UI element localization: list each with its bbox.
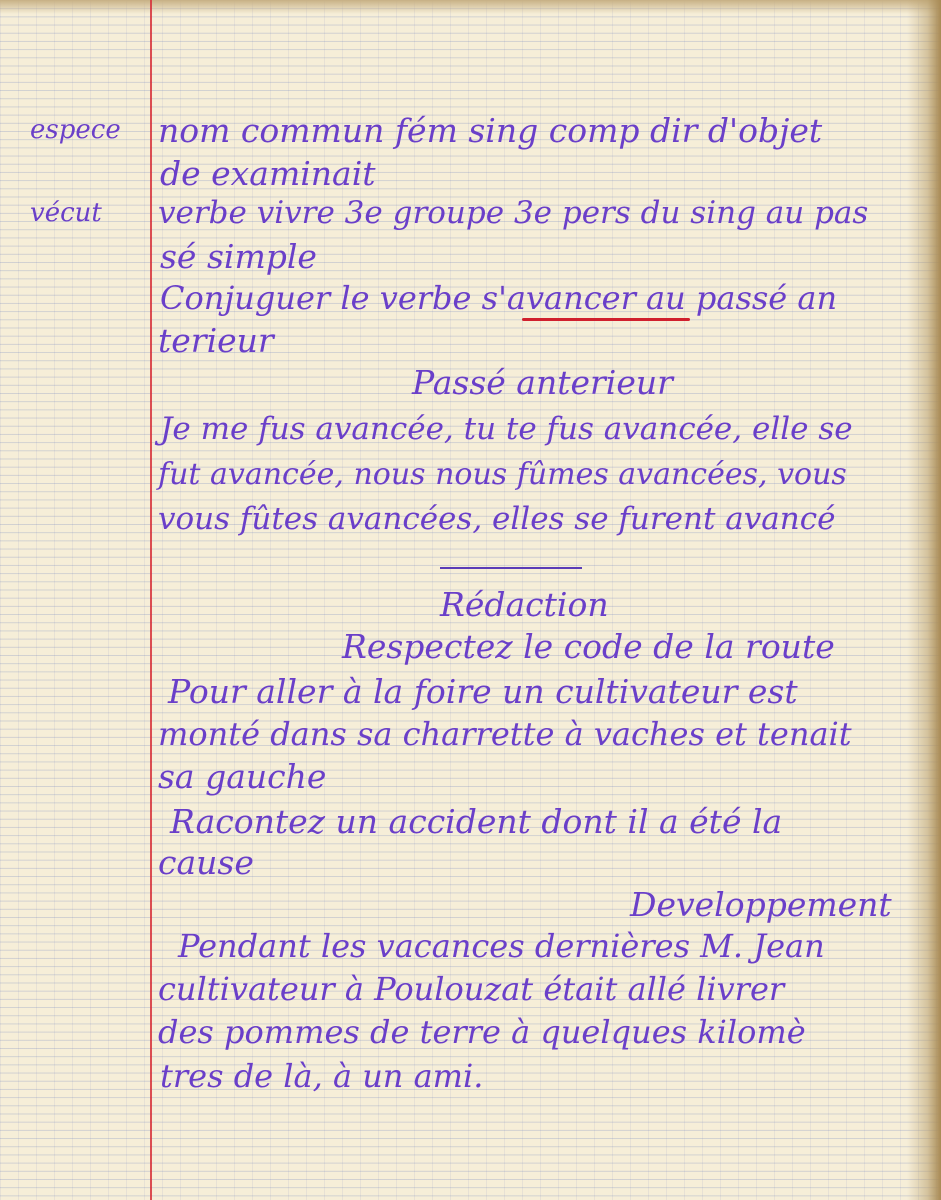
- margin-note-vecut: vécut: [30, 198, 102, 228]
- exercise-instruction-line-2: terieur: [158, 321, 274, 360]
- analysis-line-2: de examinait: [160, 154, 376, 193]
- section-separator: [440, 567, 582, 569]
- redaction-prompt-line-2: monté dans sa charrette à vaches et tenait: [158, 715, 852, 753]
- development-heading: Developpement: [630, 885, 892, 924]
- margin-note-espece: espece: [30, 115, 121, 145]
- page-right-edge: [907, 0, 941, 1200]
- page-top-edge: [0, 0, 941, 14]
- conjugation-heading: Passé anterieur: [412, 363, 673, 402]
- conjugation-line-1: Je me fus avancée, tu te fus avancée, elle se: [160, 411, 853, 447]
- red-margin-line: [150, 0, 152, 1200]
- redaction-prompt-line-5: cause: [158, 843, 254, 882]
- analysis-line-3: verbe vivre 3e groupe 3e pers du sing au pas: [158, 195, 869, 231]
- development-line-3: des pommes de terre à quelques kilomè: [158, 1013, 806, 1051]
- redaction-prompt-line-1: Pour aller à la foire un cultivateur est: [168, 672, 798, 711]
- redaction-subject-title: Respectez le code de la route: [342, 627, 835, 666]
- exercise-instruction-line-1: Conjuguer le verbe s'avancer au passé an: [160, 279, 838, 317]
- analysis-line-4: sé simple: [160, 237, 317, 276]
- analysis-line-1: nom commun fém sing comp dir d'objet: [158, 111, 823, 150]
- conjugation-line-2: fut avancée, nous nous fûmes avancées, vous: [158, 457, 847, 492]
- redaction-prompt-line-3: sa gauche: [158, 757, 327, 796]
- redaction-heading: Rédaction: [440, 585, 609, 624]
- conjugation-line-3: vous fûtes avancées, elles se furent avancé: [158, 501, 836, 537]
- red-underline-verb: [522, 318, 690, 321]
- redaction-prompt-line-4: Racontez un accident dont il a été la: [170, 802, 783, 841]
- development-line-2: cultivateur à Poulouzat était allé livrer: [158, 970, 785, 1008]
- development-line-4: tres de là, à un ami.: [160, 1057, 484, 1095]
- development-line-1: Pendant les vacances dernières M. Jean: [178, 927, 825, 965]
